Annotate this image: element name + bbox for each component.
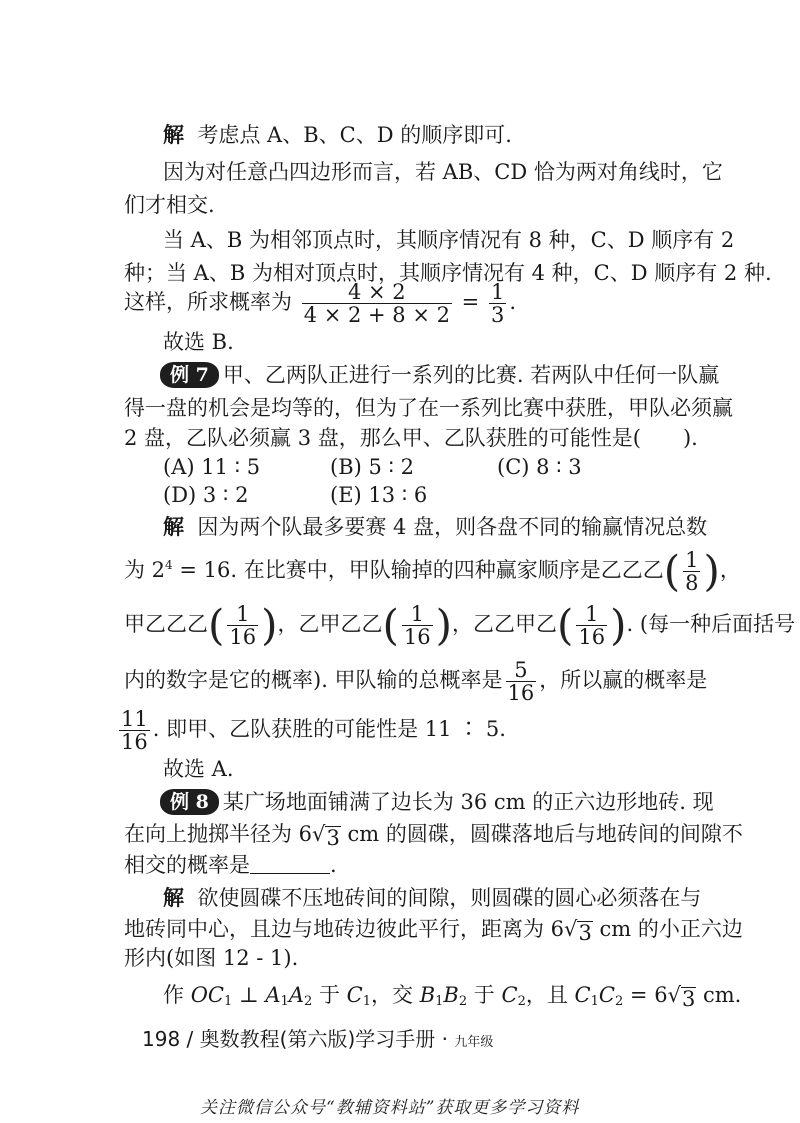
solution-line-6: 这样，所求概率为 $\frac{4 \times 2}{4 \times 2 + 8 \times 2}$ = $\frac{1}{3}$ .: [124, 280, 517, 327]
solution-label: 解: [163, 514, 184, 539]
answer-line: 故选 A.: [163, 757, 234, 781]
watermark-text: 关注微信公众号“教辅资料站”获取更多学习资料: [200, 1098, 580, 1118]
example-7-line-3: 2 盘，乙队必须赢 3 盘，那么甲、乙队获胜的可能性是( ).: [124, 426, 698, 450]
sqrt-expression: √ 3: [312, 822, 340, 850]
solution-label: 解: [163, 885, 184, 910]
fraction: $\frac{4 \times 2}{4 \times 2 + 8 \times 2}$: [303, 280, 450, 327]
grade-label: 九年级: [454, 1035, 494, 1050]
fraction: $\frac{11}{16}$: [121, 707, 148, 754]
solution-2-line-5: $\frac{11}{16}$ . 即甲、乙队获胜的可能性是 11 ∶ 5.: [121, 707, 506, 754]
solution-3-line-3: 形内(如图 12 - 1).: [124, 946, 299, 970]
solution-3-line-1: 解 欲使圆碟不压地砖间的间隙，则圆碟的圆心必须落在与: [163, 885, 702, 910]
fraction: $\frac{1}{16}$: [403, 602, 431, 649]
fraction: $\frac{1}{16}$: [578, 602, 606, 649]
fraction: $\frac{1}{16}$: [229, 602, 257, 649]
solution-label: 解: [163, 122, 184, 147]
answer-line: 故选 B.: [163, 330, 234, 354]
example-8-line-1: 例 8 某广场地面铺满了边长为 36 cm 的正六边形地砖. 现: [160, 787, 714, 817]
solution-2-line-4: 内的数字是它的概率). 甲队输的总概率是 $\frac{5}{16}$ ，所以赢的概率是: [124, 658, 708, 705]
example-badge: 例 8: [160, 789, 219, 815]
option-e: (E) 13 ∶ 6: [330, 483, 428, 507]
example-badge: 例 7: [160, 362, 219, 388]
fraction: $\frac{5}{16}$: [507, 658, 535, 705]
sqrt-expression: √ 3: [564, 917, 592, 945]
solution-line-2: 因为对任意凸四边形而言，若 AB、CD 恰为两对角线时，它: [163, 160, 723, 184]
sqrt-expression: √ 3: [667, 983, 696, 1011]
solution-3-line-4: 作 $OC_1$ ⊥ $A_1A_2$ 于 $C_1$，交 $B_1B_2$ 于 $C_2$，且 $C_1C_2 = 6$ √ 3 cm.: [163, 980, 741, 1010]
solution-2-line-1: 解 因为两个队最多要赛 4 盘，则各盘不同的输赢情况总数: [163, 514, 708, 539]
solution-2-line-3: 甲乙乙乙( $\frac{1}{16}$ )，乙甲乙乙( $\frac{1}{16}$ )，乙乙甲乙( $\frac{1}{16}$ ). (每一种后面括号: [124, 600, 796, 650]
page-number: 198: [142, 1027, 181, 1051]
option-c: (C) 8 ∶ 3: [497, 455, 582, 479]
solution-line-1: 解 考虑点 A、B、C、D 的顺序即可.: [163, 122, 512, 147]
solution-2-line-2: 为 $2^4 = 16$. 在比赛中，甲队输掉的四种赢家顺序是乙乙乙( $\frac{1}{8}$ )，: [124, 546, 741, 596]
example-8-line-3: 相交的概率是 .: [124, 853, 337, 877]
answer-blank: [250, 851, 330, 874]
option-d: (D) 3 ∶ 2: [163, 483, 249, 507]
example-8-line-2: 在向上抛掷半径为 6 √ 3 cm 的圆碟，圆碟落地后与地砖间的间隙不: [124, 819, 743, 849]
solution-line-4: 当 A、B 为相邻顶点时，其顺序情况有 8 种，C、D 顺序有 2: [163, 228, 735, 252]
fraction: $\frac{1}{8}$: [685, 548, 699, 595]
book-title: 奥数教程(第六版)学习手册: [199, 1027, 436, 1051]
example-7-line-1: 例 7 甲、乙两队正进行一系列的比赛. 若两队中任何一队赢: [160, 360, 719, 390]
page-footer: 198 / 奥数教程(第六版)学习手册 · 九年级: [142, 1027, 494, 1051]
solution-3-line-2: 地砖同中心，且边与地砖边彼此平行，距离为 6 √ 3 cm 的小正六边: [124, 914, 743, 944]
example-7-line-2: 得一盘的机会是均等的，但为了在一系列比赛中获胜，甲队必须赢: [124, 396, 733, 420]
solution-line-5: 种；当 A、B 为相对顶点时，其顺序情况有 4 种，C、D 顺序有 2 种.: [124, 261, 772, 285]
fraction: $\frac{1}{3}$: [490, 280, 505, 327]
option-a: (A) 11 ∶ 5: [163, 455, 261, 479]
option-b: (B) 5 ∶ 2: [330, 455, 415, 479]
solution-line-3: 们才相交.: [124, 193, 215, 217]
